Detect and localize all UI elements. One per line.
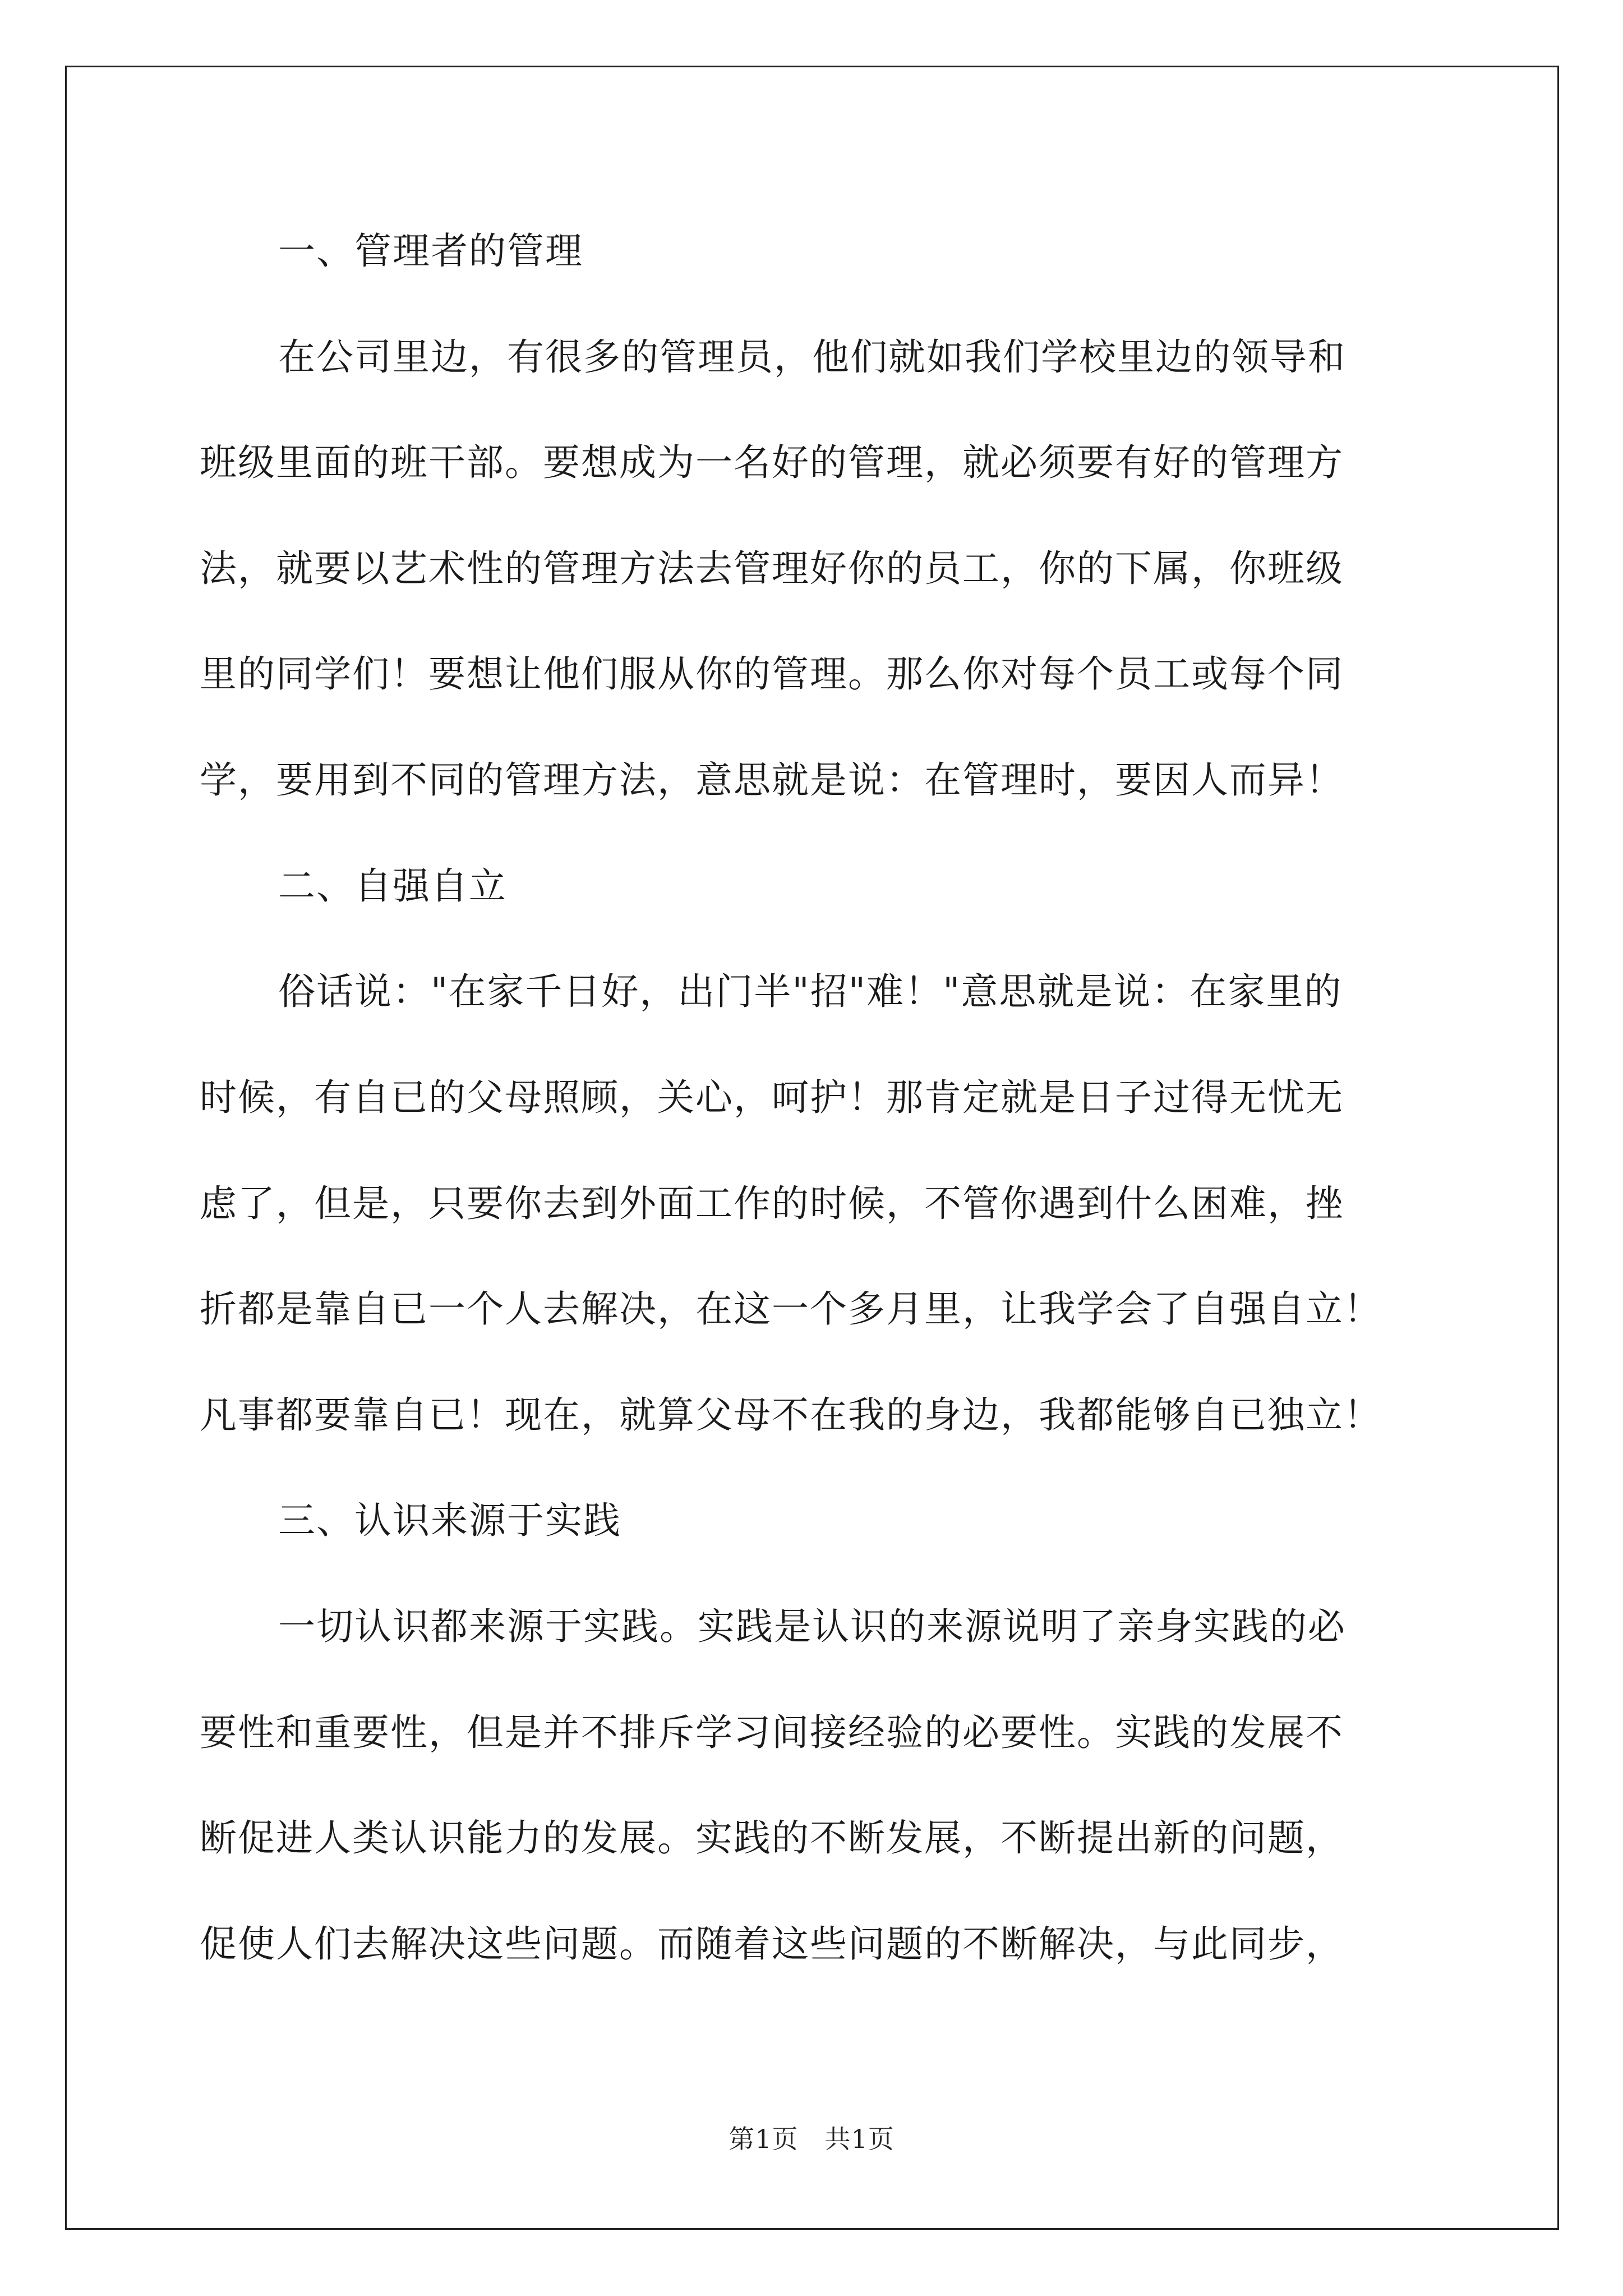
paragraph-line: 凡事都要靠自已！现在，就算父母不在我的身边，我都能够自已独立！	[200, 1393, 1382, 1437]
paragraph-line: 法，就要以艺术性的管理方法去管理好你的员工，你的下属，你班级	[200, 547, 1344, 590]
paragraph-line: 俗话说："在家千日好，出门半"招"难！"意思就是说：在家里的	[278, 970, 1343, 1013]
section-heading-practice: 三、认识来源于实践	[278, 1499, 621, 1542]
paragraph-line: 一切认识都来源于实践。实践是认识的来源说明了亲身实践的必	[278, 1605, 1346, 1648]
paragraph-line: 促使人们去解决这些问题。而随着这些问题的不断解决，与此同步，	[200, 1922, 1344, 1966]
paragraph-line: 虑了，但是，只要你去到外面工作的时候，不管你遇到什么困难，挫	[200, 1182, 1344, 1225]
paragraph-line: 学，要用到不同的管理方法，意思就是说：在管理时，要因人而异！	[200, 758, 1344, 802]
page-number-footer: 第1页 共1页	[728, 2124, 895, 2154]
paragraph-line: 要性和重要性，但是并不排斥学习间接经验的必要性。实践的发展不	[200, 1711, 1344, 1754]
section-heading-management: 一、管理者的管理	[278, 229, 583, 273]
paragraph-line: 班级里面的班干部。要想成为一名好的管理，就必须要有好的管理方	[200, 441, 1344, 484]
paragraph-line: 里的同学们！要想让他们服从你的管理。那么你对每个员工或每个同	[200, 652, 1344, 696]
paragraph-line: 在公司里边，有很多的管理员，他们就如我们学校里边的领导和	[278, 335, 1346, 379]
page-border	[65, 66, 1559, 2230]
paragraph-line: 断促进人类认识能力的发展。实践的不断发展，不断提出新的问题，	[200, 1816, 1344, 1860]
section-heading-self-reliance: 二、自强自立	[278, 864, 507, 908]
paragraph-line: 折都是靠自已一个人去解决，在这一个多月里，让我学会了自强自立！	[200, 1287, 1382, 1331]
paragraph-line: 时候，有自已的父母照顾，关心，呵护！那肯定就是日子过得无忧无	[200, 1076, 1344, 1119]
